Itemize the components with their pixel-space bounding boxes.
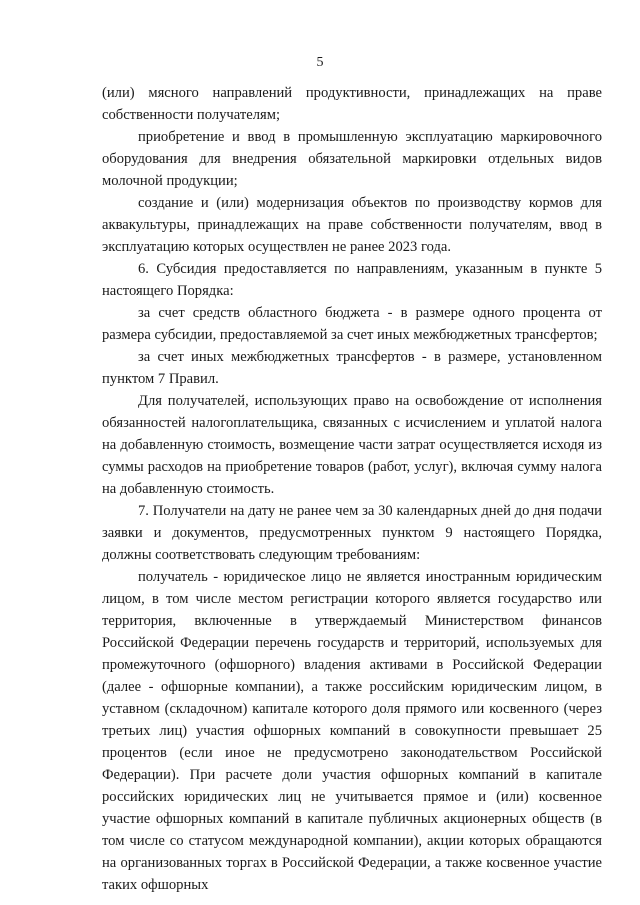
paragraph: получатель - юридическое лицо не является иностранным юридическим лицом, в том числе местом регистрации которого является государство или территория, включенные в утверждаемый Министерством финансов Российской Федерации перечень государств и территорий, используемых для промежуточного (офшорного) владения активами в Российской Федерации (далее - офшорные компании), а также российским юридическим лицом, в уставном (складочном) капитале которого доля прямого или косвенного (через третьих лиц) участия офшорных компаний в совокупности превышает 25 процентов (если иное не предусмотрено законодательством Российской Федерации). При расчете доли участия офшорных компаний в капитале российских юридических лиц не учитывается прямое и (или) косвенное участие офшорных компаний в капитале публичных акционерных обществ (в том числе со статусом международной компании), акции которых обращаются на организованных торгах в Российской Федерации, а также косвенное участие таких офшорных	[102, 569, 602, 893]
paragraph: за счет средств областного бюджета - в размере одного процента от размера субсидии, предоставляемой за счет иных межбюджетных трансфертов;	[102, 305, 602, 343]
paragraph: приобретение и ввод в промышленную эксплуатацию маркировочного оборудования для внедрения обязательной маркировки отдельных видов молочной продукции;	[102, 129, 602, 189]
page-number: 5	[316, 55, 324, 70]
paragraph: 7. Получатели на дату не ранее чем за 30 календарных дней до дня подачи заявки и документов, предусмотренных пунктом 9 настоящего Порядка, должны соответствовать следующим требованиям:	[102, 503, 602, 563]
paragraph: за счет иных межбюджетных трансфертов - в размере, установленном пунктом 7 Правил.	[102, 349, 602, 387]
document-body	[102, 82, 602, 896]
paragraph: создание и (или) модернизация объектов по производству кормов для аквакультуры, принадлежащих на праве собственности получателям, ввод в эксплуатацию которых осуществлен не ранее 2023 года.	[102, 195, 602, 255]
paragraph: 6. Субсидия предоставляется по направлениям, указанным в пункте 5 настоящего Порядка:	[102, 261, 602, 299]
paragraph: (или) мясного направлений продуктивности, принадлежащих на праве собственности получателям;	[102, 85, 602, 123]
paragraph: Для получателей, использующих право на освобождение от исполнения обязанностей налогоплательщика, связанных с исчислением и уплатой налога на добавленную стоимость, возмещение части затрат осуществляется исходя из суммы расходов на приобретение товаров (работ, услуг), включая сумму налога на добавленную стоимость.	[102, 393, 602, 497]
